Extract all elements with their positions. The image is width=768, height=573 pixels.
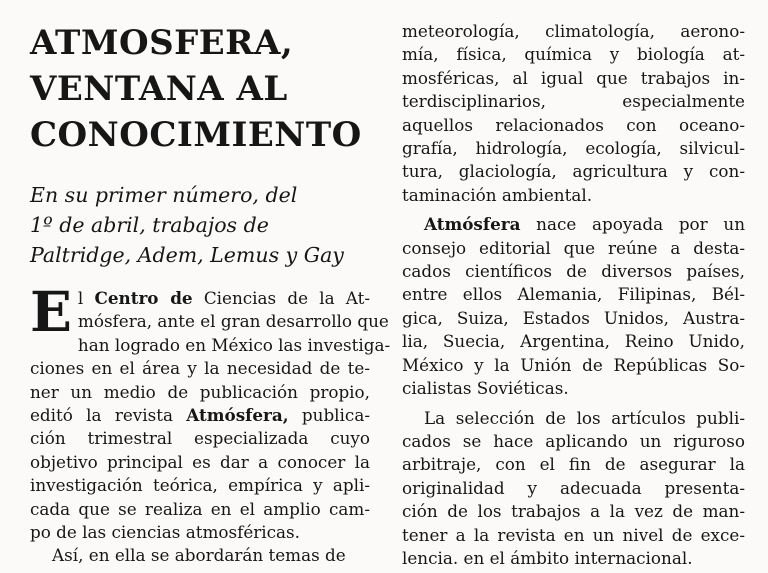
text-line: consejo editorial que reúne a desta- bbox=[402, 237, 745, 258]
drop-cap: E bbox=[30, 279, 72, 344]
text-line: cados científicos de diversos países, bbox=[402, 261, 745, 282]
text-line: cados se hace aplicando un riguroso bbox=[402, 430, 745, 451]
headline-line: CONOCIMIENTO bbox=[30, 115, 362, 155]
text-line bbox=[402, 213, 745, 236]
article-paragraph-3 bbox=[402, 213, 745, 400]
text-line: investigación teórica, empírica y apli- bbox=[30, 475, 370, 496]
text-line: cada que se realiza en el amplio cam- bbox=[30, 498, 370, 519]
text-run: publica- bbox=[288, 405, 370, 426]
dropcap-block bbox=[30, 279, 389, 344]
headline-line: VENTANA AL bbox=[30, 69, 288, 109]
text-line: aquellos relacionados con oceano- bbox=[402, 114, 745, 135]
article-paragraph-1 bbox=[30, 279, 391, 568]
text-run: nace apoyada por un bbox=[520, 214, 745, 235]
text-line: La selección de los artículos publi- bbox=[424, 407, 745, 428]
text-line: arbitraje, con el fin de asegurar la bbox=[402, 454, 745, 475]
text-line: objetivo principal es dar a conocer la bbox=[30, 451, 370, 472]
text-line: mosféricas, al igual que trabajos in- bbox=[402, 67, 745, 88]
text-line: originalidad y adecuada presenta- bbox=[402, 477, 745, 498]
subheadline bbox=[30, 180, 370, 270]
text-line: gica, Suiza, Estados Unidos, Austra- bbox=[402, 307, 745, 328]
text-line: México y la Unión de Repúblicas So- bbox=[402, 354, 745, 375]
text-line: ción trimestral especializada cuyo bbox=[30, 428, 370, 449]
bold-text: Atmósfera bbox=[424, 214, 521, 235]
text-line: terdisciplinarios, especialmente bbox=[402, 91, 745, 112]
subheadline-line: Paltridge, Adem, Lemus y Gay bbox=[30, 243, 344, 267]
text-line: ciones en el área y la necesidad de te- bbox=[30, 358, 370, 379]
text-line: Así, en ella se abordarán temas de bbox=[52, 545, 346, 566]
text-line: taminación ambiental. bbox=[402, 184, 593, 205]
bold-text: Atmósfera, bbox=[186, 405, 289, 426]
text-line: lia, Suecia, Argentina, Reino Unido, bbox=[402, 331, 745, 352]
text-line: grafía, hidrología, ecología, silvicul- bbox=[402, 138, 745, 159]
subheadline-line: En su primer número, del bbox=[30, 183, 298, 207]
right-column bbox=[402, 20, 745, 570]
text-line: mía, física, química y biología at- bbox=[402, 44, 745, 65]
text-line: po de las ciencias atmosféricas. bbox=[30, 522, 300, 543]
article-paragraph-2 bbox=[402, 20, 745, 207]
text-run: l bbox=[77, 288, 95, 308]
headline-line: ATMOSFERA, bbox=[30, 23, 294, 63]
subheadline-line: 1º de abril, trabajos de bbox=[30, 213, 269, 237]
text-line: tener a la revista en un nivel de exce- bbox=[402, 524, 745, 545]
text-line: cialistas Soviéticas. bbox=[402, 378, 569, 399]
text-line: meteorología, climatología, aerono- bbox=[402, 21, 745, 41]
text-line: ción de los trabajos a la vez de man- bbox=[402, 501, 745, 522]
text-line: mósfera, ante el gran desarrollo que bbox=[77, 311, 389, 332]
text-line bbox=[30, 404, 370, 427]
text-line: han logrado en México las investiga- bbox=[77, 334, 391, 355]
text-line: entre ellos Alemania, Filipinas, Bél- bbox=[402, 284, 745, 305]
text-line: tura, glaciología, agricultura y con- bbox=[402, 161, 745, 182]
text-run: Ciencias de la At- bbox=[192, 288, 371, 308]
bold-text: Centro de bbox=[94, 288, 193, 308]
article-paragraph-4 bbox=[402, 407, 745, 571]
text-line bbox=[30, 287, 370, 310]
text-run: editó la revista bbox=[30, 405, 187, 426]
left-column bbox=[30, 20, 391, 568]
headline bbox=[30, 20, 370, 158]
text-line: ner un medio de publicación propio, bbox=[30, 381, 370, 402]
text-line: lencia. en el ámbito internacional. bbox=[402, 547, 693, 568]
